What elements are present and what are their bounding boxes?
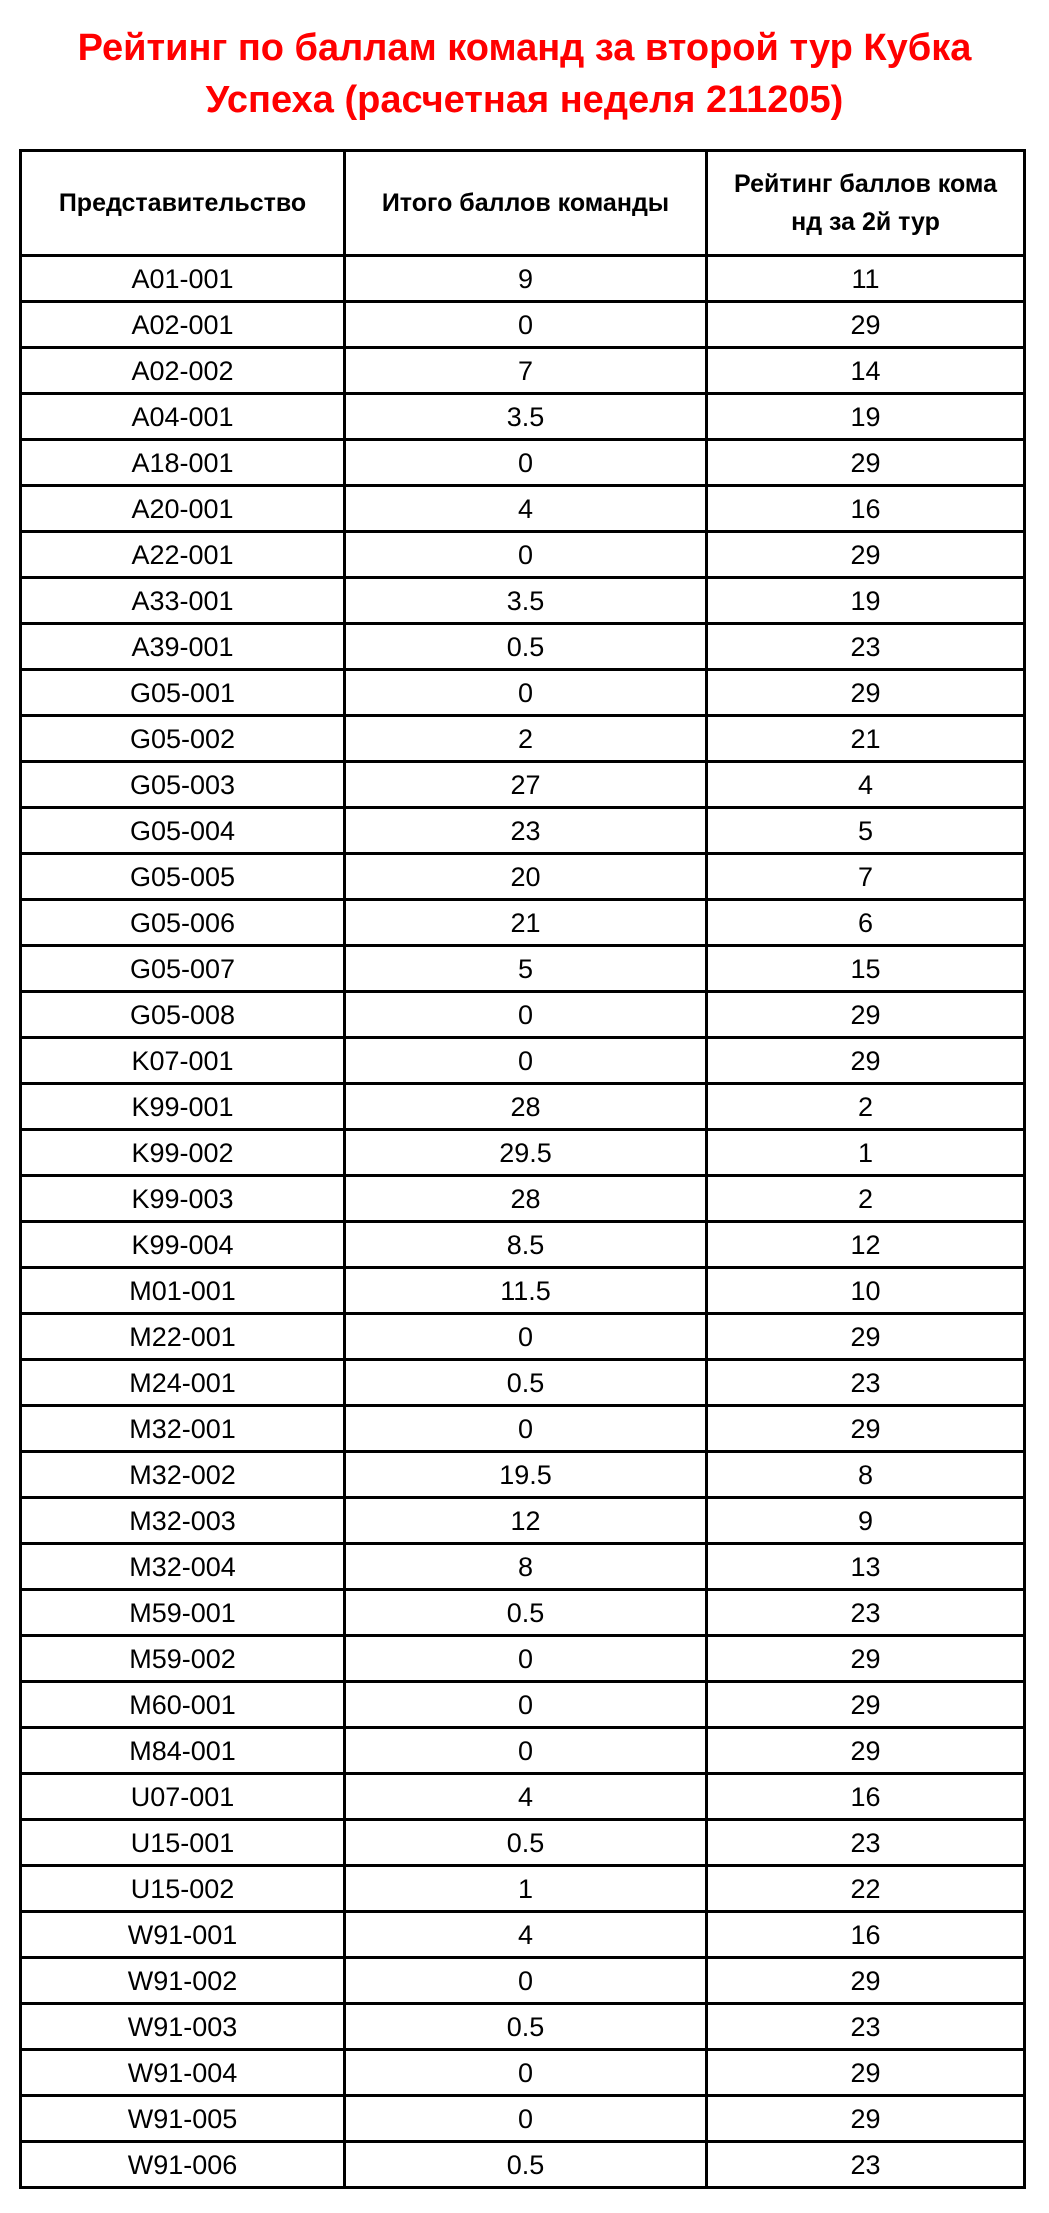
cell-office: A01-001 bbox=[21, 256, 345, 302]
cell-rating: 2 bbox=[707, 1176, 1025, 1222]
table-row bbox=[21, 992, 1025, 1038]
table-row bbox=[21, 2004, 1025, 2050]
cell-points: 0 bbox=[345, 532, 707, 578]
cell-rating: 23 bbox=[707, 2004, 1025, 2050]
cell-points: 4 bbox=[345, 1912, 707, 1958]
cell-office: U15-002 bbox=[21, 1866, 345, 1912]
table-row bbox=[21, 1866, 1025, 1912]
cell-points: 5 bbox=[345, 946, 707, 992]
header-points: Итого баллов команды bbox=[345, 151, 707, 256]
cell-office: W91-001 bbox=[21, 1912, 345, 1958]
cell-office: W91-005 bbox=[21, 2096, 345, 2142]
table-row bbox=[21, 1544, 1025, 1590]
table-row bbox=[21, 716, 1025, 762]
cell-rating: 29 bbox=[707, 1406, 1025, 1452]
cell-rating: 29 bbox=[707, 532, 1025, 578]
cell-rating: 19 bbox=[707, 394, 1025, 440]
header-rating bbox=[707, 151, 1025, 256]
cell-rating: 7 bbox=[707, 854, 1025, 900]
cell-office: A20-001 bbox=[21, 486, 345, 532]
cell-points: 0 bbox=[345, 1958, 707, 2004]
cell-rating: 29 bbox=[707, 1958, 1025, 2004]
rating-table bbox=[19, 149, 1026, 2189]
cell-rating: 16 bbox=[707, 1774, 1025, 1820]
cell-rating: 5 bbox=[707, 808, 1025, 854]
table-row bbox=[21, 1728, 1025, 1774]
page-title bbox=[0, 22, 1049, 126]
header-office: Представительство bbox=[21, 151, 345, 256]
cell-points: 21 bbox=[345, 900, 707, 946]
cell-office: A02-001 bbox=[21, 302, 345, 348]
cell-rating: 22 bbox=[707, 1866, 1025, 1912]
table-row bbox=[21, 670, 1025, 716]
page-title-line-1: Рейтинг по баллам команд за второй тур Кубка bbox=[77, 27, 972, 69]
table-row bbox=[21, 1130, 1025, 1176]
cell-rating: 29 bbox=[707, 302, 1025, 348]
cell-points: 0 bbox=[345, 1406, 707, 1452]
cell-office: G05-006 bbox=[21, 900, 345, 946]
cell-office: W91-004 bbox=[21, 2050, 345, 2096]
table-body bbox=[21, 256, 1025, 2188]
cell-office: W91-006 bbox=[21, 2142, 345, 2188]
table-row bbox=[21, 1682, 1025, 1728]
cell-points: 0 bbox=[345, 2050, 707, 2096]
cell-office: M59-001 bbox=[21, 1590, 345, 1636]
table-row bbox=[21, 302, 1025, 348]
cell-office: W91-002 bbox=[21, 1958, 345, 2004]
table-row bbox=[21, 1636, 1025, 1682]
cell-points: 20 bbox=[345, 854, 707, 900]
table-row bbox=[21, 1084, 1025, 1130]
table-row bbox=[21, 440, 1025, 486]
cell-rating: 16 bbox=[707, 1912, 1025, 1958]
cell-office: G05-001 bbox=[21, 670, 345, 716]
cell-rating: 29 bbox=[707, 1728, 1025, 1774]
table-row bbox=[21, 486, 1025, 532]
cell-office: M22-001 bbox=[21, 1314, 345, 1360]
cell-office: A22-001 bbox=[21, 532, 345, 578]
cell-rating: 29 bbox=[707, 2050, 1025, 2096]
table-row bbox=[21, 1590, 1025, 1636]
cell-office: A18-001 bbox=[21, 440, 345, 486]
cell-rating: 13 bbox=[707, 1544, 1025, 1590]
cell-rating: 29 bbox=[707, 670, 1025, 716]
cell-points: 28 bbox=[345, 1084, 707, 1130]
cell-points: 3.5 bbox=[345, 394, 707, 440]
cell-office: M32-002 bbox=[21, 1452, 345, 1498]
cell-points: 0 bbox=[345, 992, 707, 1038]
cell-points: 19.5 bbox=[345, 1452, 707, 1498]
cell-points: 0 bbox=[345, 1636, 707, 1682]
table-row bbox=[21, 256, 1025, 302]
cell-office: M32-004 bbox=[21, 1544, 345, 1590]
cell-office: M59-002 bbox=[21, 1636, 345, 1682]
cell-points: 3.5 bbox=[345, 578, 707, 624]
cell-office: A02-002 bbox=[21, 348, 345, 394]
table-row bbox=[21, 1222, 1025, 1268]
cell-points: 0 bbox=[345, 440, 707, 486]
cell-office: K07-001 bbox=[21, 1038, 345, 1084]
cell-points: 29.5 bbox=[345, 1130, 707, 1176]
cell-points: 11.5 bbox=[345, 1268, 707, 1314]
cell-rating: 23 bbox=[707, 1360, 1025, 1406]
cell-office: M01-001 bbox=[21, 1268, 345, 1314]
cell-office: M32-003 bbox=[21, 1498, 345, 1544]
table-row bbox=[21, 1498, 1025, 1544]
cell-points: 9 bbox=[345, 256, 707, 302]
cell-office: G05-008 bbox=[21, 992, 345, 1038]
table-row bbox=[21, 1314, 1025, 1360]
cell-office: M84-001 bbox=[21, 1728, 345, 1774]
table-row bbox=[21, 2142, 1025, 2188]
cell-rating: 23 bbox=[707, 1590, 1025, 1636]
cell-points: 0.5 bbox=[345, 2142, 707, 2188]
cell-office: M32-001 bbox=[21, 1406, 345, 1452]
cell-rating: 29 bbox=[707, 1038, 1025, 1084]
table-row bbox=[21, 1268, 1025, 1314]
cell-points: 0.5 bbox=[345, 2004, 707, 2050]
cell-points: 0.5 bbox=[345, 1360, 707, 1406]
table-row bbox=[21, 2096, 1025, 2142]
cell-rating: 1 bbox=[707, 1130, 1025, 1176]
cell-points: 23 bbox=[345, 808, 707, 854]
cell-office: G05-007 bbox=[21, 946, 345, 992]
cell-rating: 29 bbox=[707, 1314, 1025, 1360]
cell-office: K99-004 bbox=[21, 1222, 345, 1268]
cell-rating: 21 bbox=[707, 716, 1025, 762]
cell-points: 4 bbox=[345, 1774, 707, 1820]
table-row bbox=[21, 624, 1025, 670]
cell-rating: 10 bbox=[707, 1268, 1025, 1314]
header-rating-line-2: нд за 2й тур bbox=[791, 208, 940, 236]
cell-points: 8.5 bbox=[345, 1222, 707, 1268]
cell-points: 8 bbox=[345, 1544, 707, 1590]
table-row bbox=[21, 1958, 1025, 2004]
table-row bbox=[21, 1176, 1025, 1222]
cell-points: 0 bbox=[345, 302, 707, 348]
table-row bbox=[21, 1406, 1025, 1452]
cell-office: W91-003 bbox=[21, 2004, 345, 2050]
cell-office: A39-001 bbox=[21, 624, 345, 670]
cell-rating: 4 bbox=[707, 762, 1025, 808]
cell-office: A33-001 bbox=[21, 578, 345, 624]
table-row bbox=[21, 1360, 1025, 1406]
cell-rating: 29 bbox=[707, 1636, 1025, 1682]
cell-points: 27 bbox=[345, 762, 707, 808]
cell-rating: 15 bbox=[707, 946, 1025, 992]
cell-office: M60-001 bbox=[21, 1682, 345, 1728]
header-rating-line-1: Рейтинг баллов кома bbox=[734, 170, 997, 198]
cell-rating: 6 bbox=[707, 900, 1025, 946]
cell-points: 0 bbox=[345, 670, 707, 716]
cell-points: 0 bbox=[345, 1314, 707, 1360]
cell-rating: 29 bbox=[707, 1682, 1025, 1728]
table-row bbox=[21, 808, 1025, 854]
cell-office: G05-002 bbox=[21, 716, 345, 762]
page-title-line-2: Успеха (расчетная неделя 211205) bbox=[205, 79, 844, 121]
cell-rating: 11 bbox=[707, 256, 1025, 302]
cell-rating: 8 bbox=[707, 1452, 1025, 1498]
table-row bbox=[21, 532, 1025, 578]
cell-points: 28 bbox=[345, 1176, 707, 1222]
cell-rating: 16 bbox=[707, 486, 1025, 532]
cell-office: G05-003 bbox=[21, 762, 345, 808]
cell-rating: 29 bbox=[707, 2096, 1025, 2142]
cell-rating: 14 bbox=[707, 348, 1025, 394]
cell-points: 0 bbox=[345, 1682, 707, 1728]
cell-points: 2 bbox=[345, 716, 707, 762]
cell-office: U07-001 bbox=[21, 1774, 345, 1820]
table-row bbox=[21, 1774, 1025, 1820]
table-row bbox=[21, 1452, 1025, 1498]
cell-office: G05-005 bbox=[21, 854, 345, 900]
cell-points: 1 bbox=[345, 1866, 707, 1912]
table-row bbox=[21, 854, 1025, 900]
cell-points: 7 bbox=[345, 348, 707, 394]
cell-rating: 29 bbox=[707, 992, 1025, 1038]
cell-points: 4 bbox=[345, 486, 707, 532]
cell-rating: 12 bbox=[707, 1222, 1025, 1268]
cell-office: U15-001 bbox=[21, 1820, 345, 1866]
table-row bbox=[21, 762, 1025, 808]
cell-points: 0 bbox=[345, 1728, 707, 1774]
cell-office: A04-001 bbox=[21, 394, 345, 440]
cell-rating: 23 bbox=[707, 624, 1025, 670]
table-row bbox=[21, 578, 1025, 624]
table-row bbox=[21, 1912, 1025, 1958]
cell-office: K99-001 bbox=[21, 1084, 345, 1130]
cell-rating: 23 bbox=[707, 1820, 1025, 1866]
table-row bbox=[21, 2050, 1025, 2096]
table-row bbox=[21, 394, 1025, 440]
cell-rating: 23 bbox=[707, 2142, 1025, 2188]
cell-points: 0.5 bbox=[345, 624, 707, 670]
cell-office: G05-004 bbox=[21, 808, 345, 854]
cell-office: K99-003 bbox=[21, 1176, 345, 1222]
cell-points: 12 bbox=[345, 1498, 707, 1544]
table-header-row bbox=[21, 151, 1025, 256]
cell-rating: 9 bbox=[707, 1498, 1025, 1544]
cell-office: K99-002 bbox=[21, 1130, 345, 1176]
cell-points: 0.5 bbox=[345, 1590, 707, 1636]
cell-office: M24-001 bbox=[21, 1360, 345, 1406]
cell-rating: 19 bbox=[707, 578, 1025, 624]
table-row bbox=[21, 348, 1025, 394]
cell-points: 0 bbox=[345, 2096, 707, 2142]
table-row bbox=[21, 1820, 1025, 1866]
table-row bbox=[21, 946, 1025, 992]
cell-points: 0 bbox=[345, 1038, 707, 1084]
cell-points: 0.5 bbox=[345, 1820, 707, 1866]
table-row bbox=[21, 1038, 1025, 1084]
cell-rating: 2 bbox=[707, 1084, 1025, 1130]
cell-rating: 29 bbox=[707, 440, 1025, 486]
table-row bbox=[21, 900, 1025, 946]
